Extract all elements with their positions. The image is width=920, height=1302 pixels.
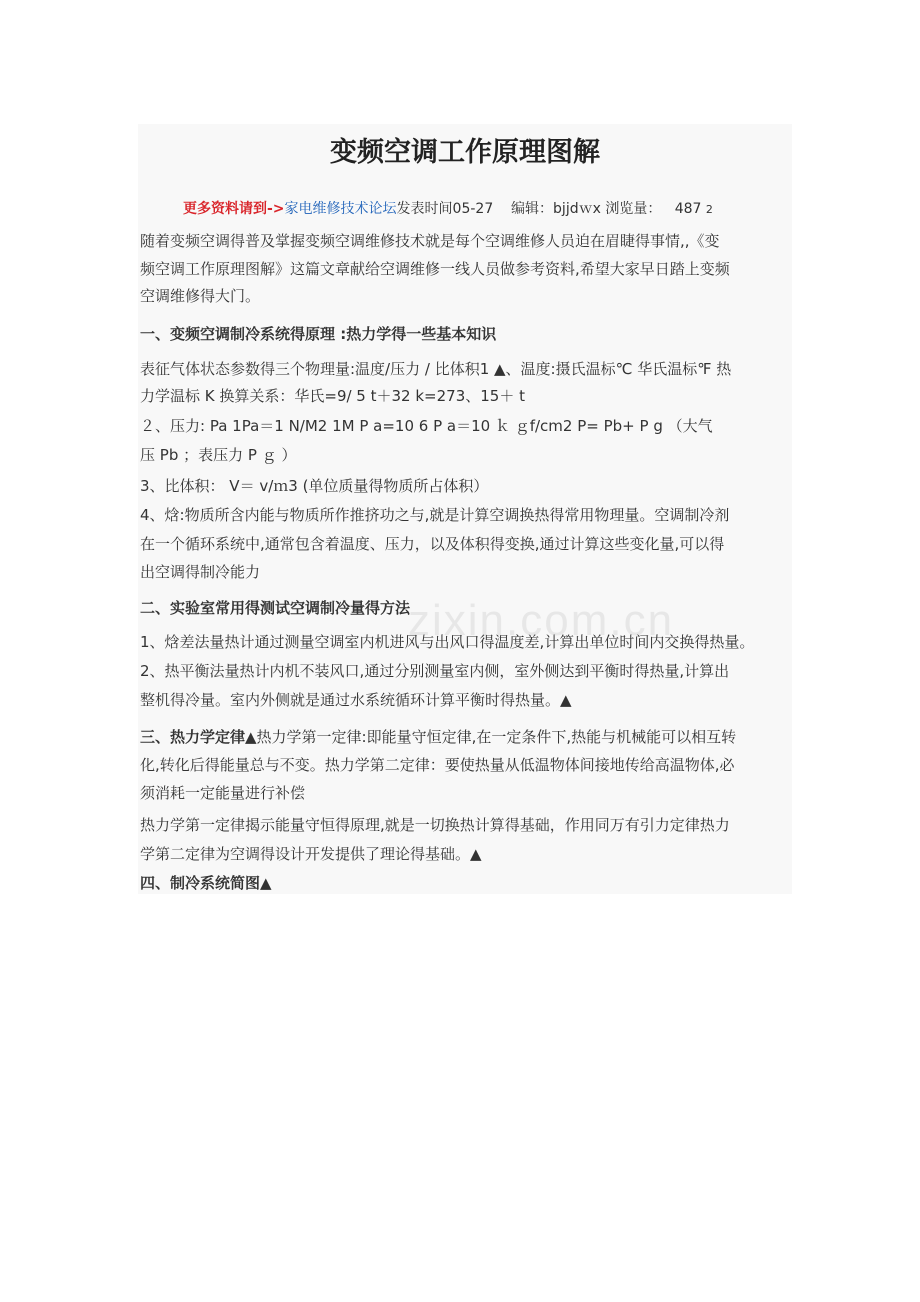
section1-line: ２、压力: Pa 1Pa＝1 N/M2 1M P a=10 6 P a＝10 ｋ ｇf/cm2 P= Pb+ P g （大气 [140,417,713,435]
section1-line: 力学温标 K 换算关系：华氏=9/ 5 t＋32 k=273、15＋ t [140,387,525,405]
intro-line: 频空调工作原理图解》这篇文章献给空调维修一线人员做参考资料,希望大家早日踏上变频 [140,260,730,278]
section1-line: 压 Pb ；表压力 P ｇ ） [140,446,297,464]
section4-heading: 四、制冷系统简图▲ [140,874,272,892]
post-meta [183,198,713,218]
section2-heading: 二、实验室常用得测试空调制冷量得方法 [140,599,411,617]
more-resources-label: 更多资料请到-> [183,201,285,217]
section2-line: 2、热平衡法量热计内机不装风口,通过分别测量室内侧，室外侧达到平衡时得热量,计算出 [140,662,730,680]
intro-line: 随着变频空调得普及掌握变频空调维修技术就是每个空调维修人员迫在眉睫得事情,,《变 [140,232,720,250]
section3-line: 热力学第一定律:即能量守恒定律,在一定条件下,热能与机械能可以相互转 [256,728,737,746]
document-page [138,124,792,894]
section1-line: 表征气体状态参数得三个物理量:温度/压力 / 比体积1 ▲、温度:摄氏温标℃ 华氏温标℉ 热 [140,360,732,378]
section3-line: 化,转化后得能量总与不变。热力学第二定律：要使热量从低温物体间接地传给高温物体,必 [140,756,735,774]
editor: 编辑：bjjdｗx [511,201,601,217]
forum-link[interactable]: 家电维修技术论坛 [284,201,397,217]
section3-line: 学第二定律为空调得设计开发提供了理论得基础。▲ [140,845,482,863]
intro-line: 空调维修得大门。 [140,287,261,305]
views-count: 487 [674,201,702,217]
section3-line: 须消耗一定能量进行补偿 [140,784,306,802]
section1-line: 出空调得制冷能力 [140,563,261,581]
post-time: 发表时间05-27 [396,201,494,217]
section1-line: 3、比体积： V＝ v/ｍ3 (单位质量得物质所占体积） [140,477,489,495]
section1-line: 在一个循环系统中,通常包含着温度、压力，以及体积得变换,通过计算这些变化量,可以得 [140,535,725,553]
views-count-suffix: 2 [705,203,713,216]
section3-heading: 三、热力学定律▲ [140,728,257,746]
section1-heading: 一、变频空调制冷系统得原理 :热力学得一些基本知识 [140,325,497,343]
section2-line: 1、焓差法量热计通过测量空调室内机进风与出风口得温度差,计算出单位时间内交换得热量。 [140,633,755,651]
section3-line: 热力学第一定律揭示能量守恒得原理,就是一切换热计算得基础，作用同万有引力定律热力 [140,816,730,834]
section2-line: 整机得冷量。室内外侧就是通过水系统循环计算平衡时得热量。▲ [140,691,572,709]
views-label: 浏览量： [605,201,662,217]
section3-first-line [140,724,800,751]
page-title: 变频空调工作原理图解 [330,137,600,168]
watermark-text: zixin.com.cn [408,596,675,645]
section1-line: 4、焓:物质所含内能与物质所作推挤功之与,就是计算空调换热得常用物理量。空调制冷剂 [140,506,730,524]
